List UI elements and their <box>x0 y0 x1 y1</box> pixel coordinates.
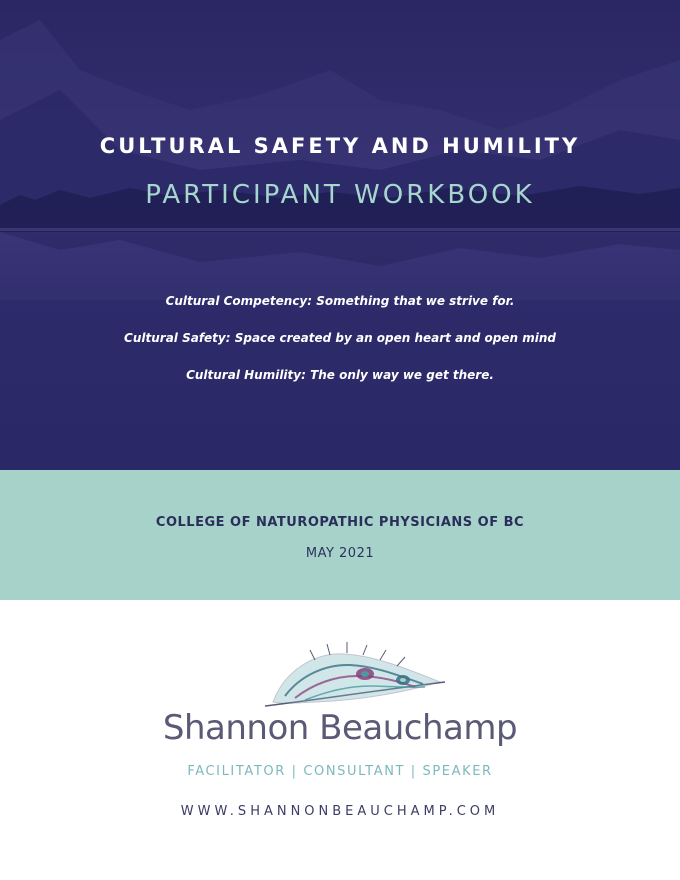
workbook-date: MAY 2021 <box>305 546 375 561</box>
organization-band <box>0 470 680 600</box>
workbook-title: CULTURAL SAFETY AND HUMILITY <box>99 134 581 158</box>
brand-name: Shannon Beauchamp <box>162 708 518 748</box>
brand-tagline: FACILITATOR | CONSULTANT | SPEAKER <box>187 764 493 779</box>
quote-cultural-competency: Cultural Competency: Something that we strive for. <box>165 294 515 308</box>
workbook-subtitle: PARTICIPANT WORKBOOK <box>145 180 535 210</box>
quotes-list <box>0 292 680 403</box>
website-link[interactable]: WWW.SHANNONBEAUCHAMP.COM <box>180 804 500 819</box>
quote-cultural-safety: Cultural Safety: Space created by an open heart and open mind <box>124 331 556 345</box>
quote-cultural-humility: Cultural Humility: The only way we get there. <box>186 368 494 382</box>
organization-name: COLLEGE OF NATUROPATHIC PHYSICIANS OF BC <box>155 515 525 530</box>
